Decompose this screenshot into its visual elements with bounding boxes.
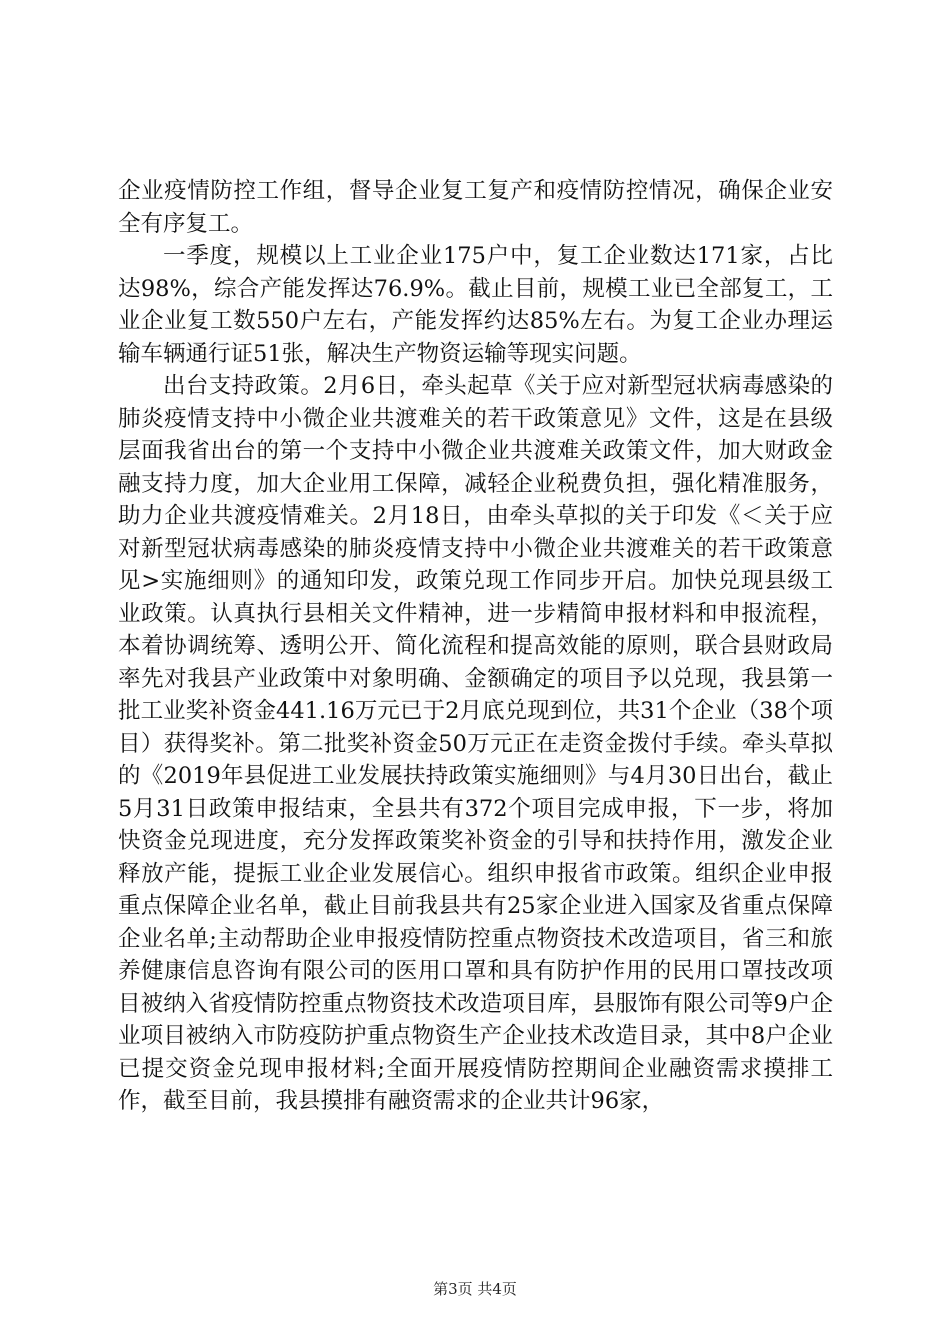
paragraph-policy: 出台支持政策。2月6日，牵头起草《关于应对新型冠状病毒感染的肺炎疫情支持中小微企业共渡难关的若干政策意见》文件，这是在县级层面我省出台的第一个支持中小微企业共渡难关政策文件，加大财政金融支持力度，加大企业用工保障，减轻企业税费负担，强化精准服务，助力企业共渡疫情难关。2月18日，由牵头草拟的关于印发《＜关于应对新型冠状病毒感染的肺炎疫情支持中小微企业共渡难关的若干政策意见>实施细则》的通知印发，政策兑现工作同步开启。加快兑现县级工业政策。认真执行县相关文件精神，进一步精简申报材料和申报流程，本着协调统筹、透明公开、简化流程和提高效能的原则，联合县财政局率先对我县产业政策中对象明确、金额确定的项目予以兑现，我县第一批工业奖补资金441.16万元已于2月底兑现到位，共31个企业（38个项目）获得奖补。第二批奖补资金50万元正在走资金拨付手续。牵头草拟的《2019年县促进工业发展扶持政策实施细则》与4月30日出台，截止5月31日政策申报结束，全县共有372个项目完成申报，下一步，将加快资金兑现进度，充分发挥政策奖补资金的引导和扶持作用，激发企业释放产能，提振工业企业发展信心。组织申报省市政策。组织企业申报重点保障企业名单，截止目前我县共有25家企业进入国家及省重点保障企业名单;主动帮助企业申报疫情防控重点物资技术改造项目，省三和旅养健康信息咨询有限公司的医用口罩和具有防护作用的民用口罩技改项目被纳入省疫情防控重点物资技术改造项目库，县服饰有限公司等9户企业项目被纳入市防疫防护重点物资生产企业技术改造目录，其中8户企业已提交资金兑现申报材料;全面开展疫情防控期间企业融资需求摸排工作，截至目前，我县摸排有融资需求的企业共计96家， [118, 373, 833, 1114]
page-footer: 第3页 共4页 [433, 1280, 517, 1298]
document-body [118, 175, 833, 1118]
paragraph-continuation: 企业疫情防控工作组，督导企业复工复产和疫情防控情况，确保企业安全有序复工。 [118, 178, 833, 237]
paragraph-q1-stats: 一季度，规模以上工业企业175户中，复工企业数达171家，占比达98%，综合产能发挥达76.9%。截止目前，规模工业已全部复工，工业企业复工数550户左右，产能发挥约达85%左右。为复工企业办理运输车辆通行证51张，解决生产物资运输等现实问题。 [118, 243, 833, 367]
